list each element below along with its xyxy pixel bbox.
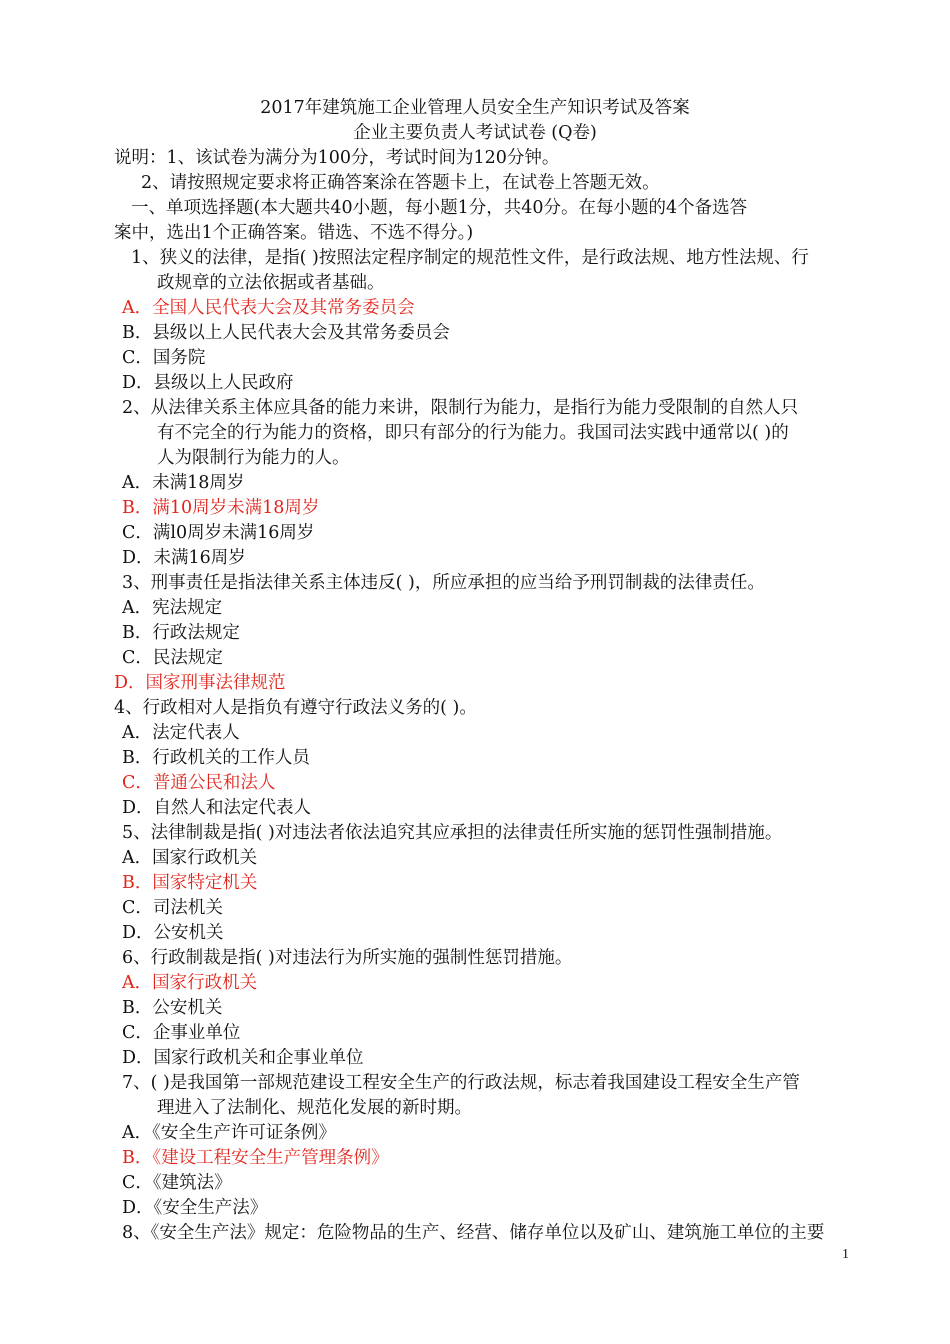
answer-option-correct: A．全国人民代表大会及其常务委员会 — [122, 298, 415, 318]
answer-option-correct: B．《建设工程安全生产管理条例》 — [122, 1148, 389, 1168]
instruction-line: 说明：1、该试卷为满分为100分，考试时间为120分钟。 — [114, 148, 560, 168]
question-text: 6、行政制裁是指( )对违法行为所实施的强制性惩罚措施。 — [122, 948, 573, 968]
answer-option: A．宪法规定 — [122, 598, 223, 618]
answer-option: D．公安机关 — [122, 923, 224, 943]
exam-title: 2017年建筑施工企业管理人员安全生产知识考试及答案 — [260, 98, 690, 118]
question-text: 3、刑事责任是指法律关系主体违反( )，所应承担的应当给予刑罚制裁的法律责任。 — [122, 573, 765, 593]
page-number: 1 — [842, 1247, 849, 1262]
instruction-line: 2、请按照规定要求将正确答案涂在答题卡上，在试卷上答题无效。 — [141, 173, 660, 193]
question-text: 2、从法律关系主体应具备的能力来讲，限制行为能力，是指行为能力受限制的自然人只 — [122, 398, 799, 418]
answer-option: C．国务院 — [122, 348, 206, 368]
answer-option: C．民法规定 — [122, 648, 223, 668]
answer-option-correct: A．国家行政机关 — [122, 973, 258, 993]
section-heading: 案中，选出1个正确答案。错选、不选不得分。) — [114, 223, 474, 243]
answer-option: C．企事业单位 — [122, 1023, 241, 1043]
answer-option: D．自然人和法定代表人 — [122, 798, 312, 818]
answer-option: D．县级以上人民政府 — [122, 373, 294, 393]
answer-option: B．县级以上人民代表大会及其常务委员会 — [122, 323, 450, 343]
answer-option: B．行政机关的工作人员 — [122, 748, 310, 768]
question-text: 8、《安全生产法》规定：危险物品的生产、经营、储存单位以及矿山、建筑施工单位的主要 — [122, 1223, 825, 1243]
question-text: 有不完全的行为能力的资格，即只有部分的行为能力。我国司法实践中通常以( )的 — [157, 423, 789, 443]
question-text: 理进入了法制化、规范化发展的新时期。 — [157, 1098, 472, 1118]
answer-option: A．法定代表人 — [122, 723, 240, 743]
answer-option: C．《建筑法》 — [122, 1173, 232, 1193]
answer-option-correct: C．普通公民和法人 — [122, 773, 276, 793]
section-heading: 一、单项选择题(本大题共40小题，每小题1分，共40分。在每小题的4个备选答 — [131, 198, 748, 218]
answer-option-correct: B．国家特定机关 — [122, 873, 258, 893]
question-text: 7、( )是我国第一部规范建设工程安全生产的行政法规，标志着我国建设工程安全生产管 — [122, 1073, 800, 1093]
answer-option: D．《安全生产法》 — [122, 1198, 268, 1218]
answer-option: B．公安机关 — [122, 998, 223, 1018]
answer-option: C．满l0周岁未满16周岁 — [122, 523, 315, 543]
answer-option: A．未满18周岁 — [122, 473, 245, 493]
question-text: 人为限制行为能力的人。 — [157, 448, 350, 468]
question-text: 1、狭义的法律，是指( )按照法定程序制定的规范性文件，是行政法规、地方性法规、行 — [131, 248, 809, 268]
answer-option: B．行政法规定 — [122, 623, 240, 643]
answer-option-correct: D．国家刑事法律规范 — [114, 673, 286, 693]
answer-option: D．国家行政机关和企事业单位 — [122, 1048, 364, 1068]
answer-option-correct: B．满10周岁未满18周岁 — [122, 498, 320, 518]
question-text: 5、法律制裁是指( )对违法者依法追究其应承担的法律责任所实施的惩罚性强制措施。 — [122, 823, 783, 843]
question-text: 4、行政相对人是指负有遵守行政法义务的( )。 — [114, 698, 477, 718]
answer-option: D．未满16周岁 — [122, 548, 246, 568]
answer-option: C．司法机关 — [122, 898, 223, 918]
question-text: 政规章的立法依据或者基础。 — [157, 273, 385, 293]
answer-option: A．《安全生产许可证条例》 — [122, 1123, 336, 1143]
answer-option: A．国家行政机关 — [122, 848, 258, 868]
exam-subtitle: 企业主要负责人考试试卷 (Q卷) — [353, 123, 597, 143]
